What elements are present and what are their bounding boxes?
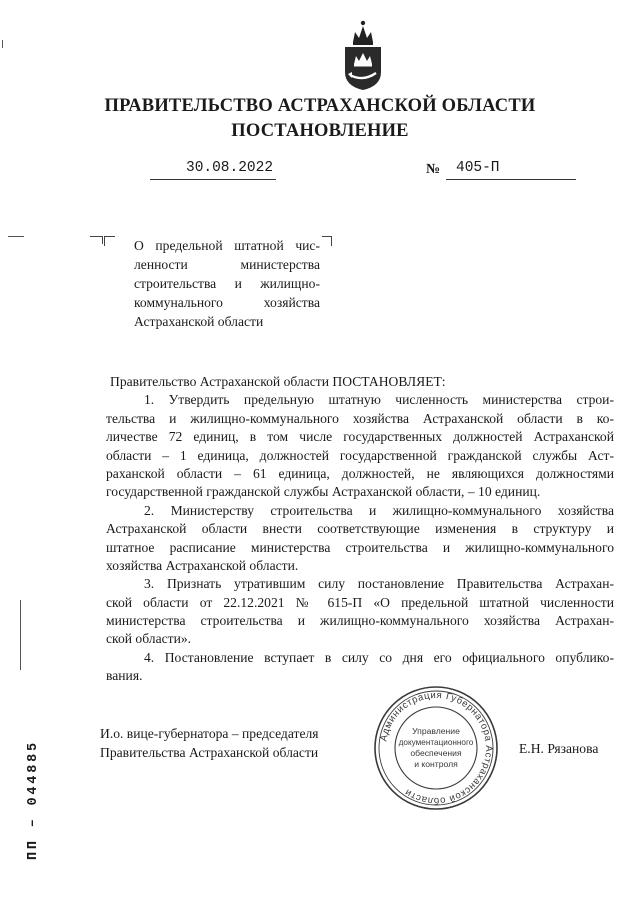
subject-bracket-left <box>90 236 103 244</box>
subject-line: ленности министерства <box>134 257 320 272</box>
paragraph-line: раханской области – 61 единица, должностей, не являющихся должностями <box>106 465 614 481</box>
paragraph-line: 1. Утвердить предельную штатную численность министерства строи- <box>144 392 614 408</box>
decree-body <box>106 373 614 686</box>
paragraph-line: 2. Министерству строительства и жилищно-коммунального хозяйства <box>144 502 614 518</box>
signatory-position <box>100 724 319 762</box>
subject-block <box>134 236 320 331</box>
paragraph-1 <box>106 391 614 501</box>
paragraph-line: штатное расписание министерства строительства и жилищно-коммунального <box>106 539 614 555</box>
paragraph-2 <box>106 502 614 576</box>
number-underline <box>446 179 576 180</box>
paragraph-line: личестве 72 единиц, в том числе государственных должностей Астраханской <box>106 429 614 445</box>
subject-bracket-right <box>322 236 332 246</box>
doc-type-title: ПОСТАНОВЛЕНИЕ <box>231 121 409 141</box>
paragraph-4 <box>106 649 614 686</box>
subject-bracket-left-inner <box>104 236 115 246</box>
margin-tick <box>8 236 24 237</box>
document-number: 405-П <box>456 160 500 176</box>
paragraph-line: вания. <box>106 668 143 684</box>
subject-line: О предельной штатной чис- <box>134 238 320 253</box>
subject-line: строительства и жилищно- <box>134 276 320 291</box>
stamp-inner-line: обеспечения <box>410 748 462 758</box>
document-date: 30.08.2022 <box>186 160 274 176</box>
stamp-inner-line: Управление <box>412 726 460 736</box>
paragraph-line: Астраханской области внести соответствующие изменения в структуру и <box>106 521 614 537</box>
subject-line: коммунального хозяйства <box>134 295 320 310</box>
official-stamp <box>372 684 500 812</box>
paragraph-3 <box>106 575 614 649</box>
org-title: ПРАВИТЕЛЬСТВО АСТРАХАНСКОЙ ОБЛАСТИ <box>104 96 536 116</box>
preamble: Правительство Астраханской области ПОСТАНОВЛЯЕТ: <box>110 374 446 389</box>
stamp-inner-line: и контроля <box>414 759 458 769</box>
signatory-name: Е.Н. Рязанова <box>519 741 599 756</box>
coat-of-arms-emblem <box>340 12 386 92</box>
paragraph-line: ской области от 22.12.2021 № 615-П «О предельной штатной численности <box>106 594 614 610</box>
date-underline <box>150 179 276 180</box>
paragraph-line: 3. Признать утратившим силу постановление Правительства Астрахан- <box>144 576 614 592</box>
stamp-inner-line: документационного <box>398 738 474 747</box>
signatory-position-line: Правительства Астраханской области <box>100 745 319 760</box>
paragraph-line: государственной гражданской службы Астраханской области, – 10 единиц. <box>106 484 541 500</box>
signatory-position-line: И.о. вице-губернатора – председателя <box>100 726 319 741</box>
paragraph-line: 4. Постановление вступает в силу со дня его официального опублико- <box>144 649 614 665</box>
paragraph-line: области – 1 единица, должностей государственной гражданской службы Аст- <box>106 447 614 463</box>
paragraph-line: ской области». <box>106 631 192 647</box>
paragraph-line: тельства и жилищно-коммунального хозяйства Астраханской области в ко- <box>106 410 614 426</box>
form-serial-number <box>4 720 41 860</box>
form-serial-text: ПП – 044885 <box>26 740 41 860</box>
subject-line: Астраханской области <box>134 314 264 329</box>
margin-rule <box>20 600 21 670</box>
stamp-outer-text: Администрация Губернатора Астраханской области <box>378 689 495 807</box>
margin-tick <box>2 40 3 48</box>
number-sign: № <box>426 162 441 177</box>
paragraph-line: хозяйства Астраханской области. <box>106 557 299 573</box>
paragraph-line: министерства строительства и жилищно-коммунального хозяйства Астрахан- <box>106 613 614 629</box>
